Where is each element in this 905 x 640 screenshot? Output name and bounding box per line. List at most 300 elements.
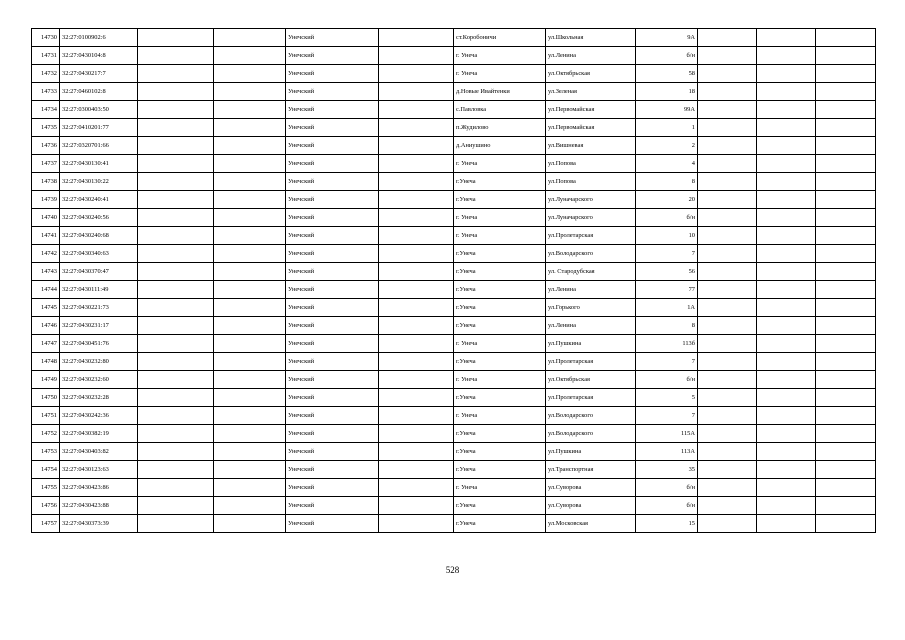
cell-empty — [214, 101, 286, 119]
cell-settlement: г. Унеча — [454, 155, 546, 173]
cell-empty — [698, 191, 757, 209]
cell-record-number: 14730 — [32, 29, 60, 47]
cell-house-number: 56 — [636, 263, 698, 281]
cell-empty — [214, 299, 286, 317]
cell-empty — [816, 29, 876, 47]
cell-empty — [757, 371, 816, 389]
cell-empty — [698, 227, 757, 245]
table-row — [32, 263, 876, 281]
cell-record-number: 14733 — [32, 83, 60, 101]
cell-record-number: 14752 — [32, 425, 60, 443]
cell-record-number: 14740 — [32, 209, 60, 227]
cell-empty — [379, 353, 454, 371]
cell-empty — [698, 245, 757, 263]
cell-street: ул.Суворова — [546, 497, 636, 515]
cell-empty — [757, 461, 816, 479]
table-row — [32, 83, 876, 101]
cell-empty — [214, 29, 286, 47]
cell-cadastral-number: 32:27:0430240:41 — [60, 191, 138, 209]
table-row — [32, 209, 876, 227]
table-row — [32, 497, 876, 515]
cell-empty — [379, 83, 454, 101]
cell-empty — [757, 227, 816, 245]
cell-district: Унечский — [286, 515, 379, 533]
cell-settlement: г. Унеча — [454, 371, 546, 389]
cell-house-number: 35 — [636, 461, 698, 479]
cell-cadastral-number: 32:27:0300403:50 — [60, 101, 138, 119]
table-row — [32, 443, 876, 461]
cell-empty — [816, 461, 876, 479]
cell-street: ул.Первомайская — [546, 119, 636, 137]
cell-house-number: 10 — [636, 227, 698, 245]
cell-empty — [138, 209, 214, 227]
cell-cadastral-number: 32:27:0430111:49 — [60, 281, 138, 299]
cell-empty — [698, 101, 757, 119]
cell-empty — [816, 47, 876, 65]
cell-record-number: 14732 — [32, 65, 60, 83]
cell-empty — [698, 155, 757, 173]
cell-house-number: 20 — [636, 191, 698, 209]
cell-empty — [138, 29, 214, 47]
cell-street: ул.Пушкина — [546, 443, 636, 461]
cell-empty — [757, 47, 816, 65]
cell-empty — [138, 443, 214, 461]
cell-empty — [698, 317, 757, 335]
cell-empty — [138, 83, 214, 101]
cell-empty — [214, 83, 286, 101]
cell-empty — [757, 29, 816, 47]
cell-settlement: г.Унеча — [454, 353, 546, 371]
cell-settlement: г. Унеча — [454, 407, 546, 425]
cell-empty — [138, 407, 214, 425]
cell-street: ул.Октябрьская — [546, 371, 636, 389]
cell-empty — [214, 425, 286, 443]
cell-cadastral-number: 32:27:0430123:63 — [60, 461, 138, 479]
cell-empty — [698, 497, 757, 515]
cell-district: Унечский — [286, 227, 379, 245]
cell-empty — [214, 209, 286, 227]
cell-settlement: г.Унеча — [454, 317, 546, 335]
cell-house-number: 113А — [636, 443, 698, 461]
cell-empty — [214, 173, 286, 191]
cell-street: ул.Суворова — [546, 479, 636, 497]
cell-district: Унечский — [286, 65, 379, 83]
cell-record-number: 14743 — [32, 263, 60, 281]
cell-empty — [757, 479, 816, 497]
cell-empty — [138, 155, 214, 173]
cell-district: Унечский — [286, 335, 379, 353]
cell-empty — [138, 191, 214, 209]
cell-empty — [379, 65, 454, 83]
cell-empty — [698, 137, 757, 155]
cell-empty — [138, 227, 214, 245]
cell-house-number: б/н — [636, 47, 698, 65]
cell-empty — [138, 371, 214, 389]
cell-street: ул.Володарского — [546, 245, 636, 263]
cell-empty — [698, 65, 757, 83]
cell-record-number: 14737 — [32, 155, 60, 173]
cell-empty — [816, 389, 876, 407]
cell-district: Унечский — [286, 299, 379, 317]
cell-record-number: 14753 — [32, 443, 60, 461]
cell-empty — [757, 299, 816, 317]
cell-settlement: г.Унеча — [454, 263, 546, 281]
cell-record-number: 14754 — [32, 461, 60, 479]
cell-empty — [214, 47, 286, 65]
cell-empty — [816, 83, 876, 101]
cell-empty — [379, 137, 454, 155]
cell-empty — [379, 317, 454, 335]
cell-street: ул.Транспортная — [546, 461, 636, 479]
cell-record-number: 14757 — [32, 515, 60, 533]
cell-cadastral-number: 32:27:0430451:76 — [60, 335, 138, 353]
table-row — [32, 191, 876, 209]
table-row — [32, 101, 876, 119]
cell-record-number: 14756 — [32, 497, 60, 515]
cell-empty — [757, 425, 816, 443]
cell-district: Унечский — [286, 137, 379, 155]
cell-settlement: д.Новые Ивайтенки — [454, 83, 546, 101]
cell-district: Унечский — [286, 47, 379, 65]
cell-street: ул.Зеленая — [546, 83, 636, 101]
cell-record-number: 14734 — [32, 101, 60, 119]
cell-house-number: 8 — [636, 173, 698, 191]
cell-cadastral-number: 32:27:0430423:88 — [60, 497, 138, 515]
cell-district: Унечский — [286, 479, 379, 497]
cell-empty — [214, 155, 286, 173]
cell-empty — [138, 245, 214, 263]
cell-empty — [379, 155, 454, 173]
cell-record-number: 14751 — [32, 407, 60, 425]
cell-cadastral-number: 32:27:0430232:28 — [60, 389, 138, 407]
cell-cadastral-number: 32:27:0430231:17 — [60, 317, 138, 335]
cell-cadastral-number: 32:27:0430217:7 — [60, 65, 138, 83]
cell-settlement: ст.Коробоничи — [454, 29, 546, 47]
cell-empty — [379, 389, 454, 407]
cell-settlement: г.Унеча — [454, 245, 546, 263]
cell-empty — [816, 227, 876, 245]
cell-house-number: б/н — [636, 371, 698, 389]
cell-empty — [138, 281, 214, 299]
cell-house-number: 4 — [636, 155, 698, 173]
cell-empty — [698, 389, 757, 407]
cell-empty — [698, 299, 757, 317]
cell-house-number: 9А — [636, 29, 698, 47]
cell-empty — [214, 263, 286, 281]
cell-street: ул.Первомайская — [546, 101, 636, 119]
cell-house-number: б/н — [636, 209, 698, 227]
cell-house-number: 77 — [636, 281, 698, 299]
cell-street: ул.Пролетарская — [546, 353, 636, 371]
cell-street: ул.Володарского — [546, 425, 636, 443]
cell-street: ул.Пролетарская — [546, 227, 636, 245]
table-row — [32, 137, 876, 155]
cell-street: ул.Попова — [546, 155, 636, 173]
cell-settlement: г. Унеча — [454, 335, 546, 353]
cell-street: ул.Вишневая — [546, 137, 636, 155]
cell-empty — [757, 137, 816, 155]
cell-empty — [816, 173, 876, 191]
cell-empty — [138, 299, 214, 317]
page-number: 528 — [445, 565, 460, 575]
cell-settlement: г.Унеча — [454, 173, 546, 191]
cell-empty — [698, 479, 757, 497]
cell-street: ул.Московская — [546, 515, 636, 533]
cell-house-number: б/н — [636, 497, 698, 515]
cell-empty — [379, 281, 454, 299]
cell-house-number: 7 — [636, 245, 698, 263]
table-row — [32, 461, 876, 479]
cell-district: Унечский — [286, 497, 379, 515]
cell-empty — [816, 515, 876, 533]
cell-empty — [816, 299, 876, 317]
cell-empty — [698, 173, 757, 191]
cell-record-number: 14749 — [32, 371, 60, 389]
cell-district: Унечский — [286, 281, 379, 299]
cell-cadastral-number: 32:27:0430130:41 — [60, 155, 138, 173]
cell-empty — [757, 317, 816, 335]
cell-settlement: г. Унеча — [454, 209, 546, 227]
cell-empty — [138, 353, 214, 371]
cell-settlement: п.Жудилово — [454, 119, 546, 137]
cell-empty — [698, 371, 757, 389]
cell-empty — [816, 245, 876, 263]
cell-empty — [698, 281, 757, 299]
registry-table — [31, 28, 876, 533]
cell-settlement: г.Унеча — [454, 461, 546, 479]
cell-house-number: 18 — [636, 83, 698, 101]
cell-empty — [816, 353, 876, 371]
cell-empty — [214, 371, 286, 389]
cell-empty — [214, 245, 286, 263]
cell-empty — [816, 443, 876, 461]
cell-empty — [214, 281, 286, 299]
cell-empty — [379, 443, 454, 461]
cell-cadastral-number: 32:27:0460102:8 — [60, 83, 138, 101]
cell-district: Унечский — [286, 83, 379, 101]
cell-empty — [214, 335, 286, 353]
cell-cadastral-number: 32:27:0430232:80 — [60, 353, 138, 371]
cell-empty — [214, 479, 286, 497]
cell-empty — [816, 209, 876, 227]
cell-house-number: 58 — [636, 65, 698, 83]
cell-street: ул.Ленина — [546, 47, 636, 65]
cell-empty — [698, 209, 757, 227]
cell-empty — [214, 389, 286, 407]
cell-settlement: г.Унеча — [454, 299, 546, 317]
cell-empty — [698, 407, 757, 425]
cell-empty — [138, 173, 214, 191]
table-row — [32, 47, 876, 65]
cell-empty — [816, 479, 876, 497]
table-row — [32, 317, 876, 335]
cell-empty — [816, 335, 876, 353]
cell-settlement: г. Унеча — [454, 479, 546, 497]
cell-street: ул.Ленина — [546, 281, 636, 299]
cell-cadastral-number: 32:27:0430232:60 — [60, 371, 138, 389]
table-row — [32, 281, 876, 299]
cell-empty — [757, 191, 816, 209]
cell-cadastral-number: 32:27:0430373:39 — [60, 515, 138, 533]
cell-cadastral-number: 32:27:0430403:82 — [60, 443, 138, 461]
cell-settlement: с.Павловка — [454, 101, 546, 119]
cell-street: ул.Володарского — [546, 407, 636, 425]
cell-cadastral-number: 32:27:0320701:66 — [60, 137, 138, 155]
cell-empty — [757, 389, 816, 407]
cell-empty — [379, 335, 454, 353]
cell-empty — [698, 461, 757, 479]
cell-settlement: г. Унеча — [454, 227, 546, 245]
cell-empty — [816, 425, 876, 443]
cell-house-number: 115А — [636, 425, 698, 443]
cell-district: Унечский — [286, 155, 379, 173]
cell-district: Унечский — [286, 173, 379, 191]
cell-cadastral-number: 32:27:0430104:8 — [60, 47, 138, 65]
cell-district: Унечский — [286, 389, 379, 407]
cell-empty — [816, 155, 876, 173]
cell-empty — [816, 191, 876, 209]
cell-empty — [214, 191, 286, 209]
cell-empty — [138, 515, 214, 533]
cell-empty — [138, 479, 214, 497]
cell-empty — [698, 263, 757, 281]
cell-district: Унечский — [286, 443, 379, 461]
cell-cadastral-number: 32:27:0430240:68 — [60, 227, 138, 245]
table-row — [32, 389, 876, 407]
cell-street: ул. Стародубская — [546, 263, 636, 281]
table-row — [32, 371, 876, 389]
cell-empty — [138, 317, 214, 335]
cell-record-number: 14736 — [32, 137, 60, 155]
cell-empty — [698, 515, 757, 533]
cell-empty — [379, 245, 454, 263]
cell-empty — [214, 407, 286, 425]
cell-street: ул.Луначарского — [546, 209, 636, 227]
cell-settlement: г. Унеча — [454, 47, 546, 65]
cell-empty — [816, 65, 876, 83]
cell-record-number: 14742 — [32, 245, 60, 263]
cell-district: Унечский — [286, 461, 379, 479]
cell-empty — [757, 101, 816, 119]
table-row — [32, 407, 876, 425]
cell-cadastral-number: 32:27:0410201:77 — [60, 119, 138, 137]
cell-empty — [379, 371, 454, 389]
cell-empty — [816, 281, 876, 299]
cell-settlement: г.Унеча — [454, 281, 546, 299]
table-row — [32, 515, 876, 533]
cell-empty — [138, 65, 214, 83]
cell-district: Унечский — [286, 191, 379, 209]
cell-house-number: 1 — [636, 119, 698, 137]
cell-record-number: 14741 — [32, 227, 60, 245]
cell-house-number: 7 — [636, 407, 698, 425]
cell-empty — [698, 443, 757, 461]
cell-empty — [698, 29, 757, 47]
cell-empty — [757, 83, 816, 101]
cell-empty — [757, 119, 816, 137]
cell-district: Унечский — [286, 407, 379, 425]
cell-empty — [698, 119, 757, 137]
table-row — [32, 335, 876, 353]
cell-district: Унечский — [286, 353, 379, 371]
cell-empty — [379, 299, 454, 317]
cell-street: ул.Пролетарская — [546, 389, 636, 407]
cell-empty — [698, 47, 757, 65]
cell-empty — [379, 119, 454, 137]
cell-empty — [214, 119, 286, 137]
cell-empty — [757, 353, 816, 371]
table-row — [32, 173, 876, 191]
cell-empty — [757, 65, 816, 83]
table-row — [32, 245, 876, 263]
cell-empty — [138, 119, 214, 137]
cell-settlement: г.Унеча — [454, 443, 546, 461]
cell-empty — [379, 461, 454, 479]
cell-empty — [757, 281, 816, 299]
cell-empty — [138, 137, 214, 155]
cell-cadastral-number: 32:27:0430242:36 — [60, 407, 138, 425]
cell-house-number: б/н — [636, 479, 698, 497]
cell-house-number: 15 — [636, 515, 698, 533]
cell-record-number: 14746 — [32, 317, 60, 335]
cell-empty — [214, 137, 286, 155]
cell-record-number: 14755 — [32, 479, 60, 497]
cell-street: ул.Луначарского — [546, 191, 636, 209]
cell-street: ул.Ленина — [546, 317, 636, 335]
cell-cadastral-number: 32:27:0430370:47 — [60, 263, 138, 281]
cell-empty — [816, 497, 876, 515]
cell-empty — [757, 209, 816, 227]
cell-record-number: 14731 — [32, 47, 60, 65]
cell-district: Унечский — [286, 371, 379, 389]
cell-cadastral-number: 32:27:0430221:73 — [60, 299, 138, 317]
cell-record-number: 14744 — [32, 281, 60, 299]
cell-empty — [757, 443, 816, 461]
cell-district: Унечский — [286, 263, 379, 281]
cell-record-number: 14747 — [32, 335, 60, 353]
cell-settlement: д.Аниушино — [454, 137, 546, 155]
cell-house-number: 113б — [636, 335, 698, 353]
cell-record-number: 14735 — [32, 119, 60, 137]
cell-street: ул.Пушкина — [546, 335, 636, 353]
cell-record-number: 14739 — [32, 191, 60, 209]
cell-empty — [698, 335, 757, 353]
table-row — [32, 29, 876, 47]
cell-empty — [816, 119, 876, 137]
cell-record-number: 14738 — [32, 173, 60, 191]
cell-district: Унечский — [286, 317, 379, 335]
cell-empty — [816, 263, 876, 281]
cell-empty — [379, 497, 454, 515]
table-row — [32, 227, 876, 245]
cell-street: ул.Октябрьская — [546, 65, 636, 83]
table-row — [32, 155, 876, 173]
cell-empty — [816, 317, 876, 335]
cell-empty — [138, 425, 214, 443]
cell-empty — [214, 515, 286, 533]
table-row — [32, 479, 876, 497]
cell-empty — [757, 515, 816, 533]
cell-empty — [757, 497, 816, 515]
cell-empty — [757, 407, 816, 425]
cell-cadastral-number: 32:27:0430382:19 — [60, 425, 138, 443]
cell-empty — [379, 173, 454, 191]
cell-district: Унечский — [286, 245, 379, 263]
cell-empty — [379, 227, 454, 245]
cell-empty — [816, 407, 876, 425]
cell-record-number: 14750 — [32, 389, 60, 407]
cell-record-number: 14748 — [32, 353, 60, 371]
